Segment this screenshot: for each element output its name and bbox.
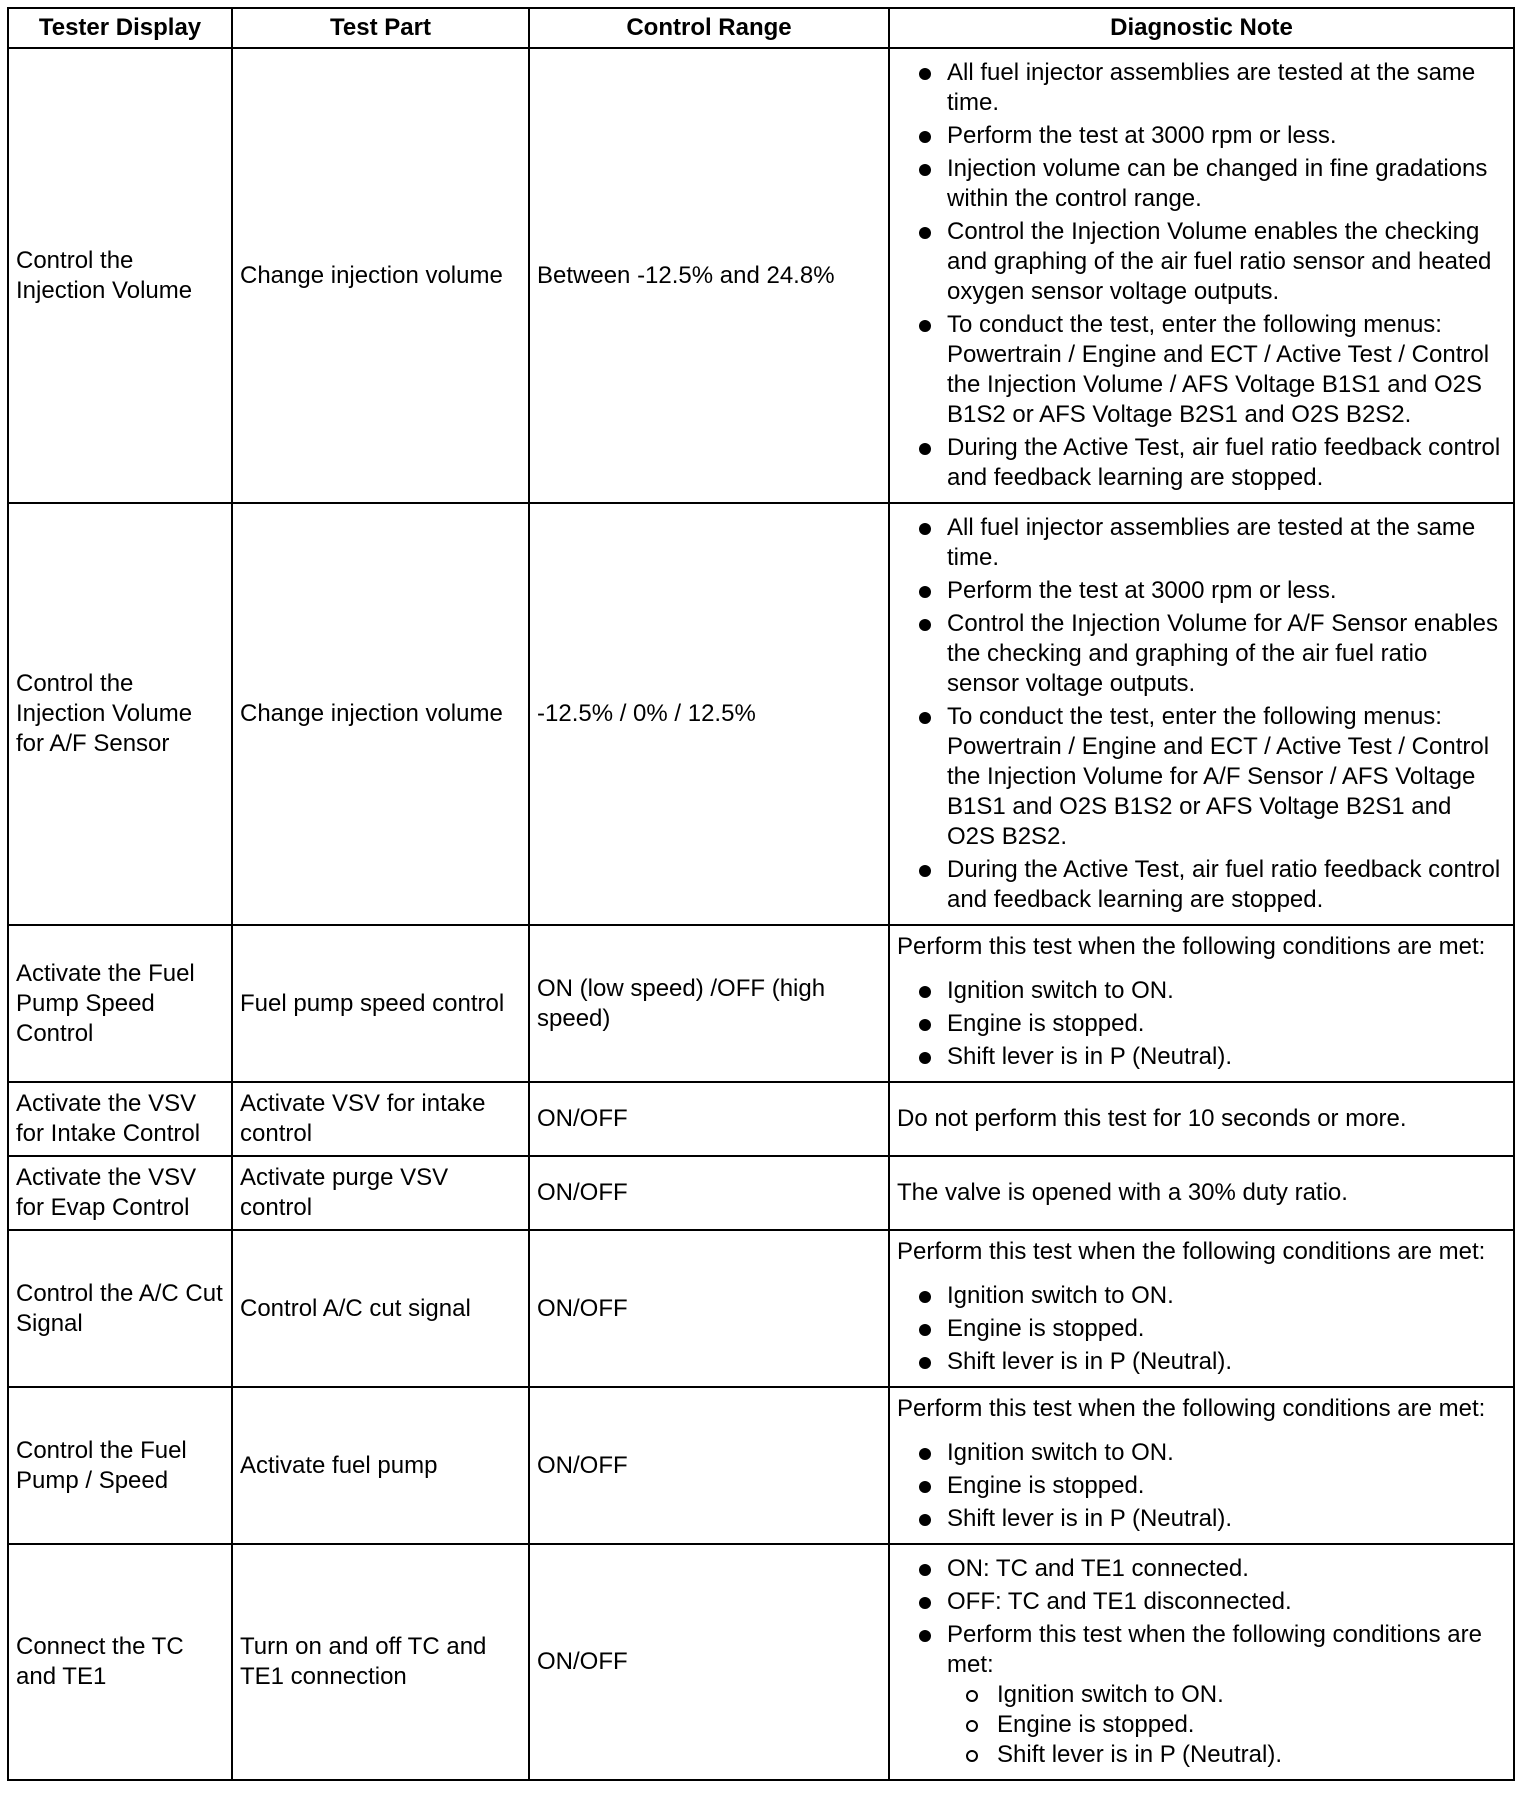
diagnostic-note-cell xyxy=(889,503,1514,925)
control-range-cell: ON/OFF xyxy=(529,1082,889,1156)
diagnostic-note-cell xyxy=(889,1230,1514,1387)
table-row xyxy=(8,1230,1514,1387)
test-part-cell: Activate VSV for intake control xyxy=(232,1082,529,1156)
note-list xyxy=(897,1281,1506,1377)
note-item: Ignition switch to ON. xyxy=(897,1438,1506,1468)
table-row xyxy=(8,48,1514,503)
test-part-cell: Change injection volume xyxy=(232,48,529,503)
tester-display-cell: Activate the VSV for Evap Control xyxy=(8,1156,232,1230)
tester-display-cell: Activate the VSV for Intake Control xyxy=(8,1082,232,1156)
table-row xyxy=(8,1156,1514,1230)
tester-display-cell: Control the Injection Volume for A/F Sensor xyxy=(8,503,232,925)
note-list xyxy=(897,1554,1506,1770)
sub-note-list xyxy=(947,1680,1506,1770)
tester-display-cell: Control the Fuel Pump / Speed xyxy=(8,1387,232,1544)
control-range-cell: Between -12.5% and 24.8% xyxy=(529,48,889,503)
control-range-cell: -12.5% / 0% / 12.5% xyxy=(529,503,889,925)
control-range-cell: ON/OFF xyxy=(529,1387,889,1544)
diagnostic-note-cell: The valve is opened with a 30% duty ratio. xyxy=(889,1156,1514,1230)
note-list xyxy=(897,58,1506,493)
header-row xyxy=(8,8,1514,48)
tester-display-cell: Connect the TC and TE1 xyxy=(8,1544,232,1780)
note-item: Injection volume can be changed in fine gradations within the control range. xyxy=(897,154,1506,214)
note-item: Ignition switch to ON. xyxy=(897,1281,1506,1311)
diagnostic-note-cell xyxy=(889,48,1514,503)
diagnostic-note-cell xyxy=(889,925,1514,1082)
note-item: Perform the test at 3000 rpm or less. xyxy=(897,576,1506,606)
note-item: Engine is stopped. xyxy=(897,1471,1506,1501)
header-test-part: Test Part xyxy=(232,8,529,48)
note-item xyxy=(897,1620,1506,1770)
table-row xyxy=(8,1387,1514,1544)
control-range-cell: ON (low speed) /OFF (high speed) xyxy=(529,925,889,1082)
diagnostic-note-cell xyxy=(889,1387,1514,1544)
sub-note-item: Ignition switch to ON. xyxy=(947,1680,1506,1710)
note-item: Engine is stopped. xyxy=(897,1314,1506,1344)
note-list xyxy=(897,976,1506,1072)
note-item: Control the Injection Volume enables the checking and graphing of the air fuel ratio sensor and heated oxygen sensor voltage outputs. xyxy=(897,217,1506,307)
note-item: To conduct the test, enter the following menus: Powertrain / Engine and ECT / Active Test / Control the Injection Volume / AFS Voltage B1S1 and O2S B1S2 or AFS Voltage B2S1 and O2S B2S2. xyxy=(897,310,1506,430)
control-range-cell: ON/OFF xyxy=(529,1544,889,1780)
sub-note-item: Shift lever is in P (Neutral). xyxy=(947,1740,1506,1770)
header-control-range: Control Range xyxy=(529,8,889,48)
active-test-table xyxy=(7,7,1515,1781)
note-item: Control the Injection Volume for A/F Sensor enables the checking and graphing of the air fuel ratio sensor voltage outputs. xyxy=(897,609,1506,699)
active-test-table-container xyxy=(7,7,1515,1781)
tester-display-cell: Control the A/C Cut Signal xyxy=(8,1230,232,1387)
note-item: Ignition switch to ON. xyxy=(897,976,1506,1006)
diagnostic-note-cell: Do not perform this test for 10 seconds or more. xyxy=(889,1082,1514,1156)
sub-note-item: Engine is stopped. xyxy=(947,1710,1506,1740)
table-row xyxy=(8,1082,1514,1156)
table-row xyxy=(8,503,1514,925)
note-item: ON: TC and TE1 connected. xyxy=(897,1554,1506,1584)
test-part-cell: Change injection volume xyxy=(232,503,529,925)
control-range-cell: ON/OFF xyxy=(529,1230,889,1387)
note-item: Engine is stopped. xyxy=(897,1009,1506,1039)
note-item: During the Active Test, air fuel ratio feedback control and feedback learning are stopped. xyxy=(897,855,1506,915)
test-part-cell: Fuel pump speed control xyxy=(232,925,529,1082)
note-list xyxy=(897,513,1506,915)
note-item-text: Perform this test when the following conditions are met: xyxy=(947,1621,1482,1678)
note-item: All fuel injector assemblies are tested at the same time. xyxy=(897,513,1506,573)
note-item: Shift lever is in P (Neutral). xyxy=(897,1347,1506,1377)
note-intro: Perform this test when the following conditions are met: xyxy=(897,933,1486,960)
test-part-cell: Control A/C cut signal xyxy=(232,1230,529,1387)
header-diagnostic-note: Diagnostic Note xyxy=(889,8,1514,48)
tester-display-cell: Control the Injection Volume xyxy=(8,48,232,503)
header-tester-display: Tester Display xyxy=(8,8,232,48)
note-item: All fuel injector assemblies are tested at the same time. xyxy=(897,58,1506,118)
table-row xyxy=(8,1544,1514,1780)
tester-display-cell: Activate the Fuel Pump Speed Control xyxy=(8,925,232,1082)
table-row xyxy=(8,925,1514,1082)
note-intro: Perform this test when the following conditions are met: xyxy=(897,1238,1486,1265)
test-part-cell: Turn on and off TC and TE1 connection xyxy=(232,1544,529,1780)
control-range-cell: ON/OFF xyxy=(529,1156,889,1230)
test-part-cell: Activate fuel pump xyxy=(232,1387,529,1544)
note-item: Perform the test at 3000 rpm or less. xyxy=(897,121,1506,151)
note-item: To conduct the test, enter the following menus: Powertrain / Engine and ECT / Active Test / Control the Injection Volume for A/F Sensor / AFS Voltage B1S1 and O2S B1S2 or AFS Voltage B2S1 and O2S B2S2. xyxy=(897,702,1506,852)
test-part-cell: Activate purge VSV control xyxy=(232,1156,529,1230)
note-item: Shift lever is in P (Neutral). xyxy=(897,1504,1506,1534)
note-intro: Perform this test when the following conditions are met: xyxy=(897,1395,1486,1422)
diagnostic-note-cell xyxy=(889,1544,1514,1780)
note-list xyxy=(897,1438,1506,1534)
note-item: Shift lever is in P (Neutral). xyxy=(897,1042,1506,1072)
note-item: OFF: TC and TE1 disconnected. xyxy=(897,1587,1506,1617)
note-item: During the Active Test, air fuel ratio feedback control and feedback learning are stopped. xyxy=(897,433,1506,493)
